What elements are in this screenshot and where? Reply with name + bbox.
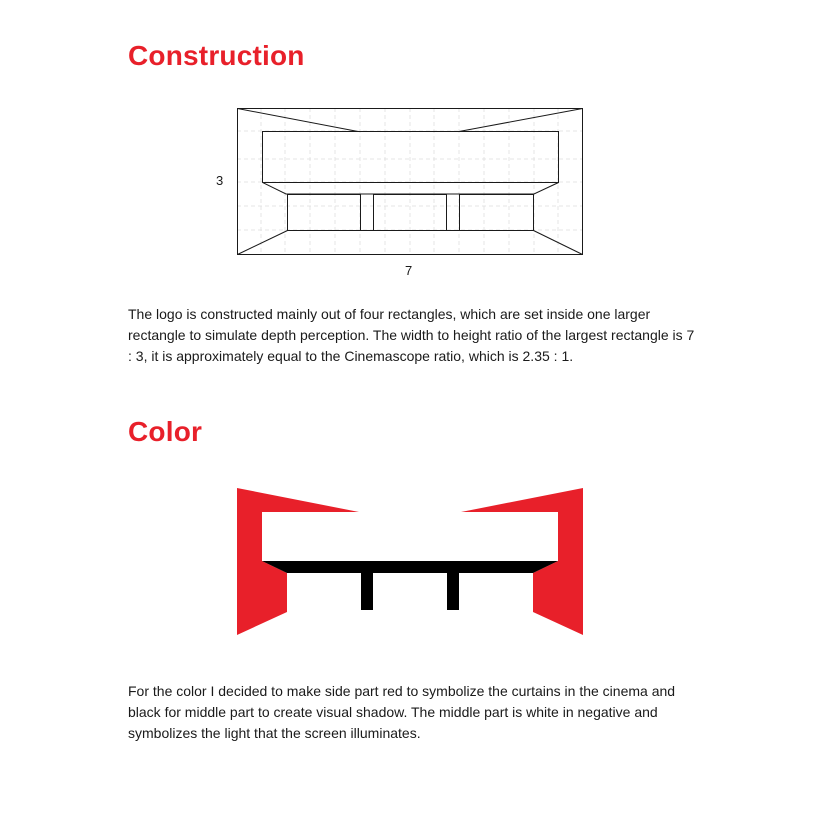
color-heading: Color — [128, 416, 203, 447]
inner-rectangle-right — [460, 195, 534, 231]
ratio-width-label: 7 — [405, 263, 413, 278]
construction-paragraph: The logo is constructed mainly out of four rectangles, which are set inside one larger rectangle to simulate depth perception. The width to height ratio of the largest rectangle is 7 : 3, it is approximately equal to the Cinemascope ratio, which is 2.35 : 1. — [128, 306, 695, 364]
shadow-leg-left — [361, 573, 373, 610]
inner-rectangle-middle — [374, 195, 447, 231]
shadow-leg-right — [447, 573, 459, 610]
color-paragraph: For the color I decided to make side part red to symbolize the curtains in the cinema and black for middle part to create visual shadow. The middle part is white in negative and symbolizes the light that the screen illuminates. — [128, 683, 676, 741]
left-curtain — [237, 488, 359, 635]
outer-rectangle — [238, 109, 583, 255]
shadow-bar — [262, 561, 558, 573]
inner-rectangle-left — [288, 195, 361, 231]
construction-heading: Construction — [128, 40, 305, 71]
perspective-line-top-right — [459, 109, 583, 132]
right-curtain — [461, 488, 583, 635]
construction-outline — [238, 109, 583, 255]
construction-grid — [237, 108, 583, 255]
screen-shape — [263, 132, 559, 195]
perspective-line-bottom-left — [238, 231, 288, 255]
perspective-line-top-left — [238, 109, 359, 132]
ratio-height-label: 3 — [216, 173, 224, 188]
perspective-line-bottom-right — [534, 231, 583, 255]
